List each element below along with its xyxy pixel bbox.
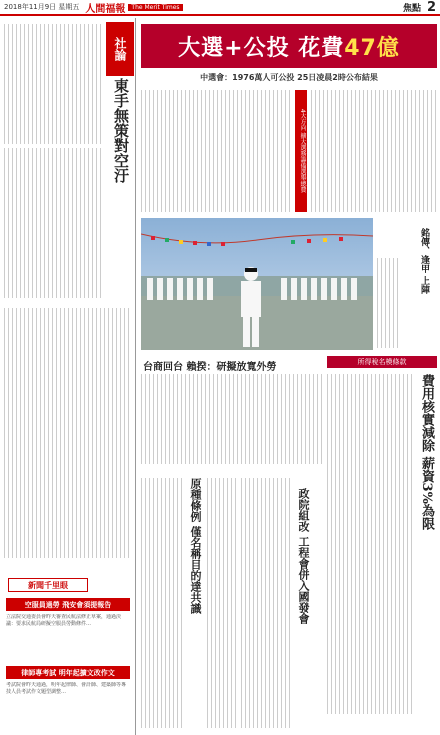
left-column	[0, 18, 136, 735]
story-title-foreign-labor: 台商回台 賴揆：研擬放寬外勞	[143, 362, 277, 373]
lead-story-text	[141, 90, 291, 212]
navy-ceremony-photo	[141, 218, 373, 350]
news-item-body: 考試院會昨天通過，明年起律師、會計師、建築師等專技人員考試作文題型調整…	[6, 682, 127, 695]
photo-caption-title: 銘傳、逢甲 上陣	[419, 228, 429, 295]
tax-section-label: 所得稅名模條款	[327, 356, 437, 368]
tax-story-text	[327, 374, 413, 714]
main-area	[137, 18, 440, 735]
headline-amount: 47億	[344, 35, 400, 61]
foreign-labor-text	[141, 374, 323, 464]
issue-date: 2018年11月9日 星期五	[4, 3, 80, 11]
story-title-tax-deduction: 費用核實減除 薪資3%為限	[419, 374, 434, 530]
page-number: 2	[426, 0, 436, 15]
news-column-header: 新聞千里眼	[8, 578, 88, 592]
section-name: 焦點	[402, 3, 421, 14]
story-title-indigenous: 原種條例 僅名稱目的達共識	[189, 478, 202, 614]
reorg-story-text	[241, 478, 291, 728]
indigenous-story-text	[141, 478, 183, 728]
lead-story-text-right	[311, 90, 437, 212]
story-title-reorg: 政院組改 工程會併入國發會	[297, 488, 310, 624]
sidebar-label: 4大方向 擴大選務籌備選舉總費	[295, 90, 307, 212]
lead-subhead: 中選會：1976萬人可公投 25日凌晨2時公布結果	[200, 73, 378, 82]
lead-headline	[141, 24, 437, 68]
news-item-title: 律師專考試 明年起擴文改作文	[6, 666, 130, 679]
newspaper-logo-en: The Merit Times	[128, 4, 182, 11]
editorial-text-lower	[4, 308, 132, 558]
news-item-title: 空服員過勞 飛安會須提報告	[6, 598, 130, 611]
news-item-body: 立法院交通委員會昨天審查民航法修正草案，通過決議：要求民航局研擬空服員勞動條件…	[6, 614, 122, 627]
headline-text: 大選+公投 花費	[178, 35, 345, 61]
editorial-label: 社論	[106, 22, 134, 76]
editorial-title: 東手無策對空汙	[112, 78, 130, 183]
editorial-text-top	[4, 24, 104, 144]
editorial-text-mid	[4, 148, 104, 298]
indigenous-story-text-2	[207, 478, 237, 728]
photo-caption-text	[377, 258, 399, 348]
newspaper-logo: 人間福報	[85, 3, 126, 15]
page-header	[0, 0, 440, 16]
